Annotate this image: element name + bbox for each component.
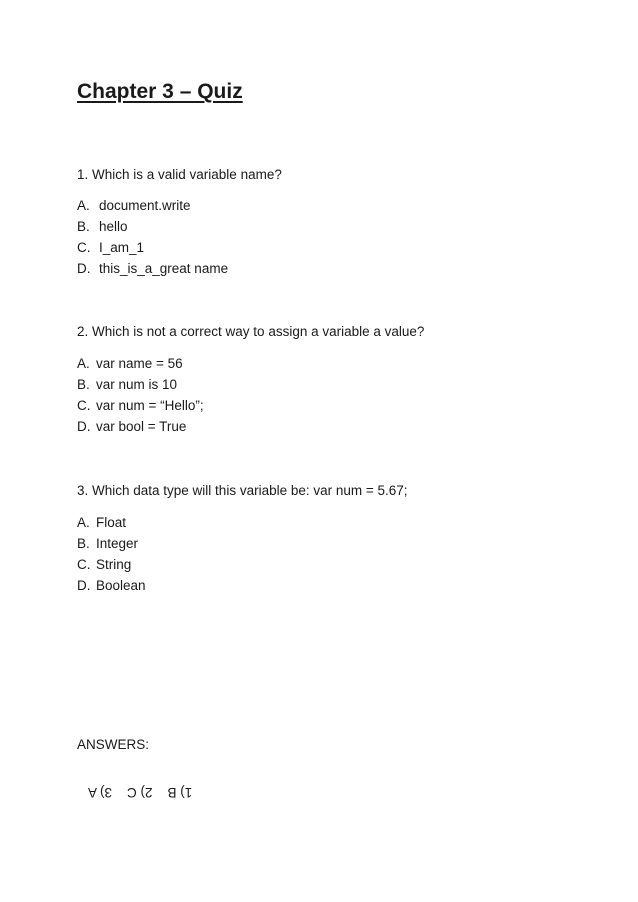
option-letter: C. — [77, 398, 91, 413]
option-item — [77, 533, 146, 554]
option-item — [77, 416, 204, 437]
option-text: Boolean — [96, 578, 146, 593]
option-letter: B. — [77, 219, 90, 234]
question-text: 3. Which data type will this variable be: var num = 5.67; — [77, 483, 408, 498]
options-list — [77, 353, 204, 437]
option-item — [77, 554, 146, 575]
option-text: var num = “Hello”; — [96, 398, 204, 413]
option-item — [77, 195, 228, 216]
option-letter: A. — [77, 356, 90, 371]
question-text: 2. Which is not a correct way to assign a variable a value? — [77, 324, 425, 339]
option-item — [77, 575, 146, 596]
option-text: document.write — [99, 198, 191, 213]
option-letter: D. — [77, 419, 91, 434]
option-item — [77, 216, 228, 237]
option-text: this_is_a_great name — [99, 261, 229, 276]
options-list — [77, 195, 228, 279]
option-text: String — [96, 557, 132, 572]
option-item — [77, 395, 204, 416]
option-text: Integer — [96, 536, 139, 551]
option-letter: A. — [77, 198, 90, 213]
option-text: var name = 56 — [96, 356, 183, 371]
option-text: hello — [99, 219, 128, 234]
option-item — [77, 258, 228, 279]
option-letter: B. — [77, 377, 90, 392]
option-letter: C. — [77, 557, 91, 572]
option-letter: D. — [77, 578, 91, 593]
option-text: I_am_1 — [99, 240, 145, 255]
answers-label: ANSWERS: — [77, 737, 150, 752]
option-item — [77, 512, 146, 533]
option-letter: B. — [77, 536, 90, 551]
option-text: Float — [96, 515, 127, 530]
option-text: var num is 10 — [96, 377, 178, 392]
option-letter: C. — [77, 240, 91, 255]
option-item — [77, 353, 204, 374]
options-list — [77, 512, 146, 596]
page-title: Chapter 3 – Quiz — [77, 80, 243, 103]
question-text: 1. Which is a valid variable name? — [77, 167, 282, 182]
option-text: var bool = True — [96, 419, 187, 434]
option-letter: D. — [77, 261, 91, 276]
answers-inverted-text: 1) B 2) C 3) A — [88, 785, 193, 800]
option-item — [77, 374, 204, 395]
option-letter: A. — [77, 515, 90, 530]
option-item — [77, 237, 228, 258]
